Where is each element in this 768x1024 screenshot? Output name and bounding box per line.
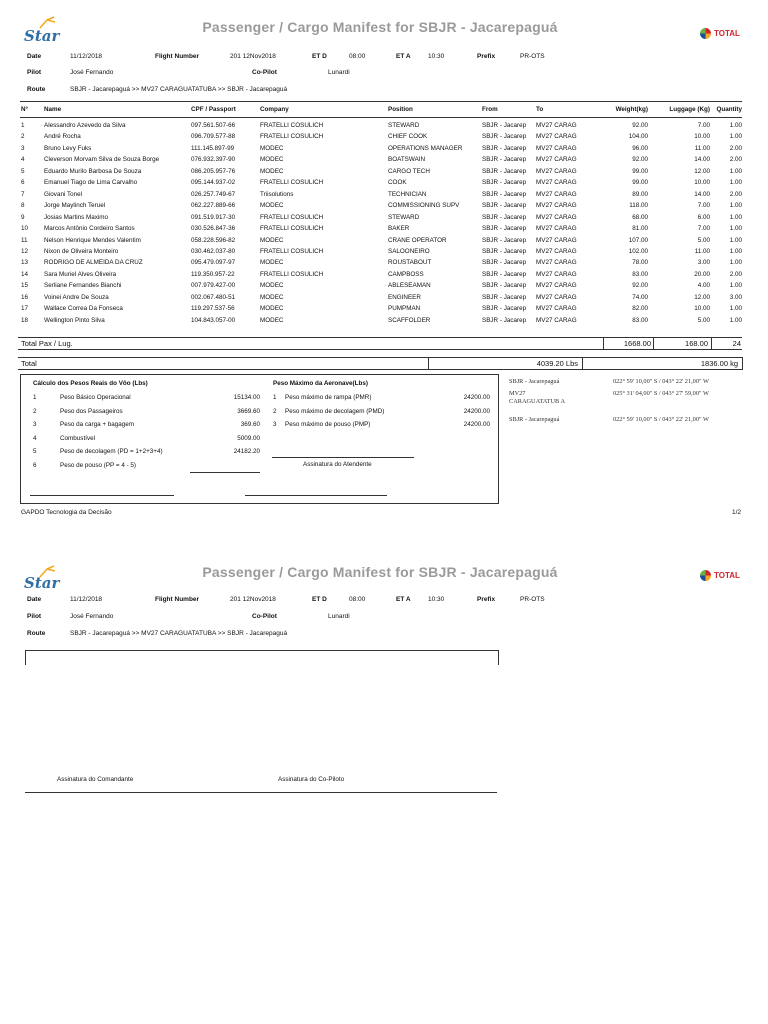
calc-item-value: 24182.20	[233, 448, 260, 455]
etd-value: 08:00	[349, 53, 366, 60]
passenger-to: MV27 CARAG	[536, 293, 577, 301]
passenger-name: Eduardo Murilo Barbosa De Souza	[44, 167, 142, 175]
coord-value-2: 025° 31' 04,00" S / 043° 27' 59,00" W	[613, 390, 709, 397]
passenger-weight: 81.00	[632, 225, 648, 233]
passenger-name: Marcos Antônio Cordeiro Santos	[44, 225, 135, 233]
passenger-company: FRATELLI COSULICH	[260, 213, 324, 221]
passenger-luggage: 12.00	[694, 167, 710, 175]
passenger-to: MV27 CARAG	[536, 270, 577, 278]
page-2-signature-line	[25, 792, 497, 793]
col-header-number: N°	[21, 106, 29, 113]
passenger-weight: 89.00	[632, 190, 648, 198]
row-number: 18	[21, 316, 29, 324]
passenger-luggage: 4.00	[697, 282, 710, 290]
flight-number-label: Flight Number	[155, 53, 200, 60]
passenger-position: BAKER	[388, 225, 410, 233]
passenger-company: MODEC	[260, 305, 284, 313]
coord-place-3: SBJR - Jacarepaguá	[509, 416, 560, 423]
passenger-to: MV27 CARAG	[536, 179, 577, 187]
passenger-from: SBJR - Jacarep	[482, 122, 527, 129]
coord-place-1: SBJR - Jacarepaguá	[509, 378, 560, 385]
passenger-luggage: 6.00	[697, 213, 710, 221]
grand-total-lbs: 4039.20 Lbs	[536, 359, 578, 368]
row-number: 12	[21, 247, 29, 255]
route-label: Route	[27, 86, 46, 93]
grand-total-kg: 1836.00 kg	[700, 359, 738, 368]
max-item-label: Peso máximo de pouso (PMP)	[285, 421, 371, 428]
pilot-label: Pilot	[27, 613, 42, 620]
passenger-to: MV27 CARAG	[536, 122, 577, 129]
passenger-from: SBJR - Jacarep	[482, 225, 527, 233]
calc-item-n: 4	[33, 434, 37, 442]
copilot-signature-label: Assinatura do Co-Piloto	[278, 776, 345, 783]
passenger-luggage: 7.00	[697, 202, 710, 210]
passenger-from: SBJR - Jacarep	[482, 236, 527, 244]
calc-item-label: Peso de decolagem (PD = 1+2+3+4)	[60, 448, 163, 455]
calc-item-label: Peso dos Passageiros	[60, 407, 123, 415]
row-number: 7	[21, 190, 25, 198]
prefix-value: PR-OTS	[520, 596, 545, 603]
col-header-name: Name	[44, 106, 62, 113]
calc-item-value: 15134.00	[233, 394, 260, 401]
passenger-to: MV27 CARAG	[536, 167, 577, 175]
passenger-name: Nixon de Oliveira Monteiro	[44, 247, 119, 255]
col-header-from: From	[482, 106, 498, 113]
passenger-company: FRATELLI COSULICH	[260, 247, 324, 255]
passenger-position: SALOONEIRO	[388, 247, 430, 255]
passenger-luggage: 11.00	[694, 144, 710, 152]
passenger-position: ENGINEER	[388, 293, 421, 301]
passenger-cpf: 091.519.917-30	[191, 213, 236, 221]
passenger-to: MV27 CARAG	[536, 316, 577, 324]
passenger-quantity: 2.00	[729, 144, 742, 152]
passenger-cpf: 030.526.847-36	[191, 225, 236, 233]
passenger-luggage: 12.00	[694, 293, 710, 301]
passenger-cpf: 062.227.889-66	[191, 202, 236, 210]
row-number: 9	[21, 213, 25, 221]
passenger-quantity: 1.00	[729, 236, 742, 244]
passenger-quantity: 1.00	[729, 133, 742, 141]
passenger-luggage: 5.00	[697, 316, 710, 324]
passenger-luggage: 5.00	[697, 236, 710, 244]
passenger-from: SBJR - Jacarep	[482, 247, 527, 255]
grand-total-label: Total	[21, 359, 37, 368]
passenger-name: Nelson Henrique Mendes Valentim	[44, 236, 141, 244]
passenger-cpf: 007.979.427-00	[191, 282, 236, 290]
passenger-luggage: 20.00	[694, 270, 710, 278]
total-logo: TOTAL	[714, 29, 740, 38]
passenger-name: RODRIGO DE ALMEIDA DA CRUZ	[44, 259, 143, 267]
calc-item-label: Peso de pouso (PP = 4 - 5)	[60, 461, 137, 469]
passenger-company: MODEC	[260, 144, 284, 152]
passenger-cpf: 095.144.937-02	[191, 179, 236, 187]
passenger-to: MV27 CARAG	[536, 305, 577, 313]
passenger-company: FRATELLI COSULICH	[260, 179, 324, 187]
row-number: 8	[21, 202, 25, 210]
passenger-cpf: 104.843.057-00	[191, 316, 236, 324]
passenger-name: Josias Martins Maximo	[44, 213, 109, 221]
date-label: Date	[27, 596, 42, 603]
passenger-name: Wellington Pinto Silva	[44, 316, 105, 324]
passenger-position: COOK	[388, 179, 407, 187]
passenger-weight: 68.00	[632, 213, 648, 221]
passenger-quantity: 1.00	[729, 282, 742, 290]
passenger-from: SBJR - Jacarep	[482, 202, 527, 210]
passenger-weight: 99.00	[632, 167, 648, 175]
route-value: SBJR - Jacarepaguá >> MV27 CARAGUATATUBA >> SBJR - Jacarepaguá	[70, 630, 288, 637]
calc-title: Cálculo dos Pesos Reais do Vôo (Lbs)	[33, 380, 148, 387]
passenger-cpf: 119.350.957-22	[191, 270, 235, 278]
row-number: 3	[21, 144, 25, 152]
passenger-from: SBJR - Jacarep	[482, 179, 527, 187]
calc-item-label: Peso Básico Operacional	[60, 394, 131, 401]
passenger-quantity: 3.00	[729, 293, 742, 301]
passenger-quantity: 1.00	[729, 202, 742, 210]
passenger-to: MV27 CARAG	[536, 133, 577, 141]
pilot-label: Pilot	[27, 69, 42, 76]
total-logo-icon	[700, 570, 711, 581]
passenger-company: MODEC	[260, 202, 284, 210]
passenger-luggage: 10.00	[694, 179, 710, 187]
attendant-signature-label: Assinatura do Atendente	[303, 461, 372, 468]
passenger-weight: 92.00	[632, 122, 648, 129]
prefix-label: Prefix	[477, 596, 496, 603]
passenger-to: MV27 CARAG	[536, 236, 577, 244]
row-number: 1	[21, 122, 25, 129]
passenger-to: MV27 CARAG	[536, 202, 577, 210]
passenger-weight: 99.00	[632, 179, 648, 187]
calc-item-n: 2	[33, 407, 37, 415]
row-number: 6	[21, 179, 25, 187]
passenger-cpf: 119.297.537-56	[191, 305, 235, 313]
passenger-quantity: 2.00	[729, 190, 742, 198]
date-value: 11/12/2018	[70, 596, 103, 603]
passenger-company: Triisolutions	[260, 190, 294, 198]
passenger-quantity: 1.00	[729, 247, 742, 255]
passenger-from: SBJR - Jacarep	[482, 259, 527, 267]
date-value: 11/12/2018	[70, 53, 103, 60]
calc-item-value: 369.60	[240, 421, 260, 428]
col-header-company: Company	[260, 106, 289, 113]
passenger-from: SBJR - Jacarep	[482, 305, 527, 313]
calc-item-n: 3	[33, 421, 37, 428]
passenger-cpf: 058.228.596-82	[191, 236, 236, 244]
max-item-n: 3	[273, 421, 277, 428]
passenger-name: Giovani Tonel	[44, 190, 83, 198]
passenger-company: MODEC	[260, 236, 284, 244]
col-header-luggage: Luggage (Kg)	[669, 106, 710, 113]
calc-item-label: Combustível	[60, 434, 95, 442]
total-logo: TOTAL	[714, 571, 740, 580]
totals-label: Total Pax / Lug.	[21, 339, 73, 348]
passenger-from: SBJR - Jacarep	[482, 144, 527, 152]
footer-page-number: 1/2	[732, 509, 742, 516]
passenger-name: Wallace Correa Da Fonseca	[44, 305, 123, 313]
passenger-weight: 96.00	[632, 144, 648, 152]
etd-label: ET D	[312, 53, 327, 60]
calc-item-value: 3669.60	[237, 407, 260, 415]
flight-number-value: 201 12Nov2018	[230, 596, 276, 603]
coord-value-1: 022° 59' 10,00" S / 043° 22' 21,00" W	[613, 378, 709, 385]
max-item-label: Peso máximo de decolagem (PMD)	[285, 407, 385, 415]
passenger-quantity: 1.00	[729, 213, 742, 221]
passenger-weight: 92.00	[632, 282, 648, 290]
passenger-from: SBJR - Jacarep	[482, 316, 527, 324]
passenger-from: SBJR - Jacarep	[482, 190, 527, 198]
row-number: 4	[21, 156, 25, 164]
passenger-from: SBJR - Jacarep	[482, 282, 527, 290]
max-title: Peso Máximo da Aeronave(Lbs)	[273, 380, 368, 387]
eta-value: 10:30	[428, 53, 445, 60]
passenger-company: MODEC	[260, 293, 284, 301]
passenger-quantity: 1.00	[729, 179, 742, 187]
passenger-cpf: 076.932.397-90	[191, 156, 236, 164]
row-number: 2	[21, 133, 25, 141]
passenger-position: ABLESEAMAN	[388, 282, 431, 290]
etd-value: 08:00	[349, 596, 366, 603]
passenger-luggage: 7.00	[697, 225, 710, 233]
row-number: 10	[21, 225, 29, 233]
passenger-weight: 102.00	[628, 247, 648, 255]
passenger-quantity: 2.00	[729, 156, 742, 164]
passenger-name: Serliane Fernandes Bianchi	[44, 282, 122, 290]
pilot-value: José Fernando	[70, 613, 114, 620]
passenger-to: MV27 CARAG	[536, 247, 577, 255]
passenger-cpf: 086.205.957-76	[191, 167, 236, 175]
passenger-cpf: 030.462.037-80	[191, 247, 236, 255]
row-number: 5	[21, 167, 25, 175]
passenger-weight: 74.00	[632, 293, 648, 301]
col-header-cpf: CPF / Passport	[191, 106, 236, 113]
calc-item-n: 1	[33, 394, 37, 401]
page-title: Passenger / Cargo Manifest for SBJR - Jacarepaguá	[202, 19, 558, 35]
etd-label: ET D	[312, 596, 327, 603]
passenger-name: Cleverson Morvam Silva de Souza Borge	[44, 156, 160, 164]
flight-number-value: 201 12Nov2018	[230, 53, 276, 60]
passenger-to: MV27 CARAG	[536, 225, 577, 233]
passenger-name: André Rocha	[44, 133, 81, 141]
passenger-cpf: 111.145.897-99	[191, 144, 235, 152]
eta-label: ET A	[396, 53, 411, 60]
star-logo: Star	[24, 574, 60, 592]
passenger-weight: 104.00	[628, 133, 648, 141]
max-item-n: 2	[273, 407, 277, 415]
total-luggage: 168.00	[685, 339, 708, 348]
route-value: SBJR - Jacarepaguá >> MV27 CARAGUATATUBA >> SBJR - Jacarepaguá	[70, 86, 288, 93]
prefix-label: Prefix	[477, 53, 496, 60]
footer-company: GAPDO Tecnologia da Decisão	[21, 509, 112, 516]
passenger-name: Emanuel Tiago de Lima Carvalho	[44, 179, 138, 187]
passenger-position: SCAFFOLDER	[388, 316, 431, 324]
copilot-label: Co-Pilot	[252, 69, 277, 76]
passenger-quantity: 1.00	[729, 167, 742, 175]
passenger-quantity: 2.00	[729, 270, 742, 278]
passenger-to: MV27 CARAG	[536, 282, 577, 290]
passenger-luggage: 11.00	[694, 247, 710, 255]
row-number: 13	[21, 259, 29, 267]
passenger-quantity: 1.00	[729, 122, 742, 129]
passenger-luggage: 14.00	[694, 156, 710, 164]
commander-signature-label: Assinatura do Comandante	[57, 776, 134, 783]
calc-item-n: 5	[33, 448, 37, 455]
eta-value: 10:30	[428, 596, 445, 603]
row-number: 14	[21, 270, 29, 278]
copilot-label: Co-Pilot	[252, 613, 277, 620]
passenger-quantity: 1.00	[729, 305, 742, 313]
copilot-value: Lunardi	[328, 613, 350, 620]
passenger-to: MV27 CARAG	[536, 156, 577, 164]
prefix-value: PR-OTS	[520, 53, 545, 60]
max-item-n: 1	[273, 394, 277, 401]
passenger-company: MODEC	[260, 316, 284, 324]
passenger-luggage: 3.00	[697, 259, 710, 267]
col-header-position: Position	[388, 106, 413, 113]
passenger-luggage: 7.00	[697, 122, 710, 129]
col-header-to: To	[536, 106, 544, 113]
coord-value-3: 022° 59' 10,00" S / 043° 22' 21,00" W	[613, 416, 709, 423]
passenger-company: FRATELLI COSULICH	[260, 225, 324, 233]
row-number: 11	[21, 236, 28, 244]
passenger-position: COMMISSIONING SUPV	[388, 202, 460, 210]
page-2-empty-box	[25, 650, 499, 665]
passenger-to: MV27 CARAG	[536, 190, 577, 198]
passenger-from: SBJR - Jacarep	[482, 293, 527, 301]
passenger-name: Alessandro Azevedo da Silva	[44, 122, 126, 129]
passenger-weight: 92.00	[632, 156, 648, 164]
copilot-value: Lunardi	[328, 69, 350, 76]
route-label: Route	[27, 630, 46, 637]
date-label: Date	[27, 53, 42, 60]
passenger-position: CAMPBOSS	[388, 270, 424, 278]
passenger-name: Sara Muriel Alves Oliveira	[44, 270, 117, 278]
passenger-company: FRATELLI COSULICH	[260, 122, 324, 129]
passenger-position: ROUSTABOUT	[388, 259, 432, 267]
passenger-name: Voinei Andre De Souza	[44, 293, 109, 301]
passenger-from: SBJR - Jacarep	[482, 156, 527, 164]
passenger-position: OPERATIONS MANAGER	[388, 144, 463, 152]
passenger-weight: 82.00	[632, 305, 648, 313]
passenger-quantity: 1.00	[729, 259, 742, 267]
row-number: 16	[21, 293, 29, 301]
passenger-cpf: 002.067.480-51	[191, 293, 236, 301]
passenger-position: CRANE OPERATOR	[388, 236, 447, 244]
star-logo: Star	[24, 27, 60, 45]
total-quantity: 24	[732, 339, 741, 348]
passenger-cpf: 026.257.749-67	[191, 190, 236, 198]
max-item-value: 24200.00	[463, 394, 490, 401]
passenger-luggage: 10.00	[694, 305, 710, 313]
passenger-weight: 107.00	[628, 236, 648, 244]
passenger-luggage: 14.00	[694, 190, 710, 198]
calc-item-value: 5009.00	[237, 434, 260, 442]
passenger-company: MODEC	[260, 259, 284, 267]
passenger-name: Bruno Levy Fuks	[44, 144, 92, 152]
passenger-luggage: 10.00	[694, 133, 710, 141]
calc-item-n: 6	[33, 461, 37, 469]
passenger-from: SBJR - Jacarep	[482, 167, 527, 175]
row-number: 15	[21, 282, 29, 290]
passenger-weight: 83.00	[632, 270, 648, 278]
passenger-weight: 83.00	[632, 316, 648, 324]
passenger-company: FRATELLI COSULICH	[260, 133, 324, 141]
coord-place-2: MV27 CARAGUATATUB A	[509, 390, 565, 405]
passenger-weight: 118.00	[629, 202, 648, 210]
passenger-position: PUMPMAN	[388, 305, 421, 313]
passenger-company: MODEC	[260, 282, 284, 290]
page-2-title: Passenger / Cargo Manifest for SBJR - Jacarepaguá	[202, 564, 558, 580]
pilot-value: José Fernando	[70, 69, 114, 76]
max-item-value: 24200.00	[463, 421, 490, 428]
col-header-weight: Weight(kg)	[615, 106, 648, 113]
max-item-label: Peso máximo de rampa (PMR)	[285, 394, 372, 401]
calc-item-label: Peso da carga + bagagem	[60, 421, 135, 428]
passenger-position: BOATSWAIN	[388, 156, 426, 164]
passenger-company: MODEC	[260, 156, 284, 164]
passenger-from: SBJR - Jacarep	[482, 270, 527, 278]
row-number: 17	[21, 305, 29, 313]
flight-number-label: Flight Number	[155, 596, 200, 603]
passenger-position: STEWARD	[388, 122, 420, 129]
passenger-position: CHIEF COOK	[388, 133, 428, 141]
passenger-cpf: 095.479.097-97	[191, 259, 236, 267]
passenger-position: TECHNICIAN	[388, 190, 427, 198]
passenger-company: MODEC	[260, 167, 284, 175]
passenger-quantity: 1.00	[729, 316, 742, 324]
eta-label: ET A	[396, 596, 411, 603]
passenger-position: CARGO TECH	[388, 167, 430, 175]
passenger-company: FRATELLI COSULICH	[260, 270, 324, 278]
passenger-cpf: 096.709.577-88	[191, 133, 236, 141]
passenger-from: SBJR - Jacarep	[482, 133, 527, 141]
passenger-to: MV27 CARAG	[536, 213, 577, 221]
col-header-quantity: Quantity	[716, 106, 742, 113]
passenger-quantity: 1.00	[729, 225, 742, 233]
passenger-cpf: 097.561.507-66	[191, 122, 236, 129]
passenger-weight: 78.00	[632, 259, 648, 267]
passenger-to: MV27 CARAG	[536, 144, 577, 152]
passenger-to: MV27 CARAG	[536, 259, 577, 267]
total-weight: 1668.00	[623, 339, 651, 348]
passenger-from: SBJR - Jacarep	[482, 213, 527, 221]
max-item-value: 24200.00	[463, 407, 490, 415]
passenger-name: Jorge Maylinch Teruel	[44, 202, 106, 210]
passenger-position: STEWARD	[388, 213, 420, 221]
